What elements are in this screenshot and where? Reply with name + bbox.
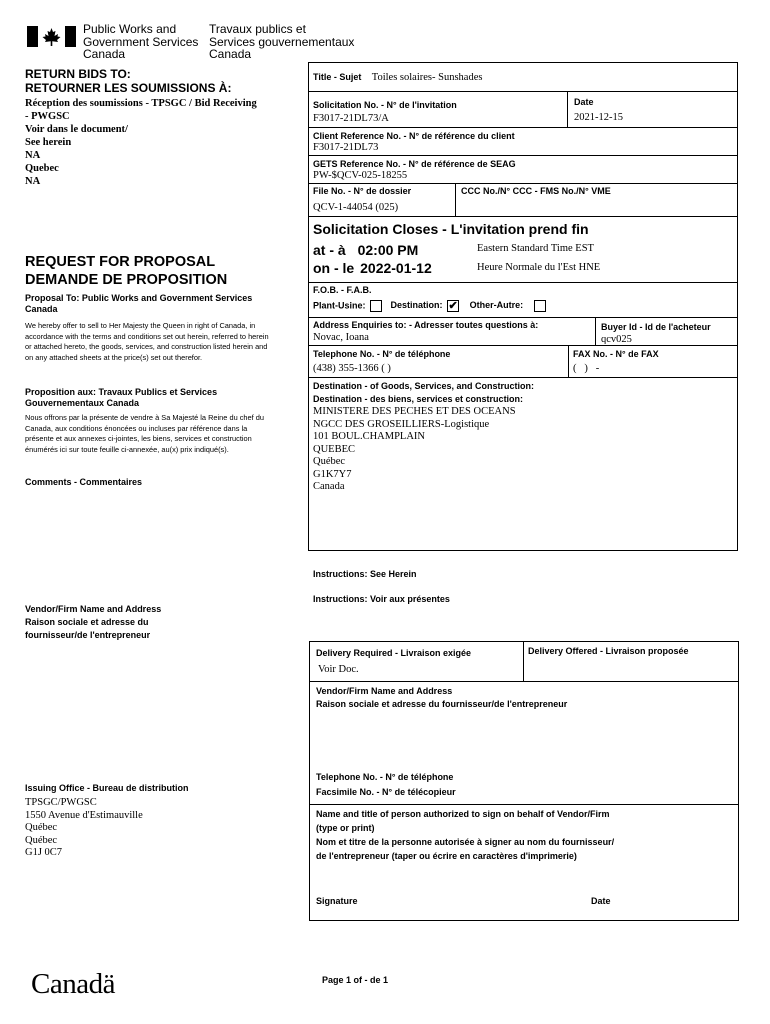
gets-ref-label: GETS Reference No. - N° de référence de SEAG	[313, 159, 516, 169]
vendor-response-box	[309, 641, 739, 921]
destination-address: MINISTERE DES PECHES ET DES OCEANS NGCC DES GROSEILLIERS-Logistique 101 BOUL.CHAMPLAIN QUEBEC Québec G1K7Y7 Canada	[313, 406, 516, 492]
file-no-value: QCV-1-44054 (025)	[313, 202, 399, 213]
solicitation-closes-label: Solicitation Closes - L'invitation prend fin	[313, 221, 589, 237]
instructions-en: Instructions: See Herein	[313, 569, 417, 579]
fax-value: ( ) -	[573, 363, 600, 374]
comments-label: Comments - Commentaires	[25, 477, 143, 487]
address-enquiries-value: Novac, Ioana	[313, 332, 369, 343]
vendor-facsimile-label: Facsimile No. - N° de télécopieur	[316, 787, 456, 797]
title-label: Title - Sujet	[313, 72, 362, 82]
date-label: Date	[574, 97, 594, 107]
rfp-title-fr: DEMANDE DE PROPOSITION	[25, 272, 228, 288]
return-bids-address: Réception des soumissions - TPSGC / Bid Receiving - PWGSC Voir dans le document/ See herein NA Quebec NA	[25, 98, 257, 187]
authorized-person-label: Name and title of person authorized to sign on behalf of Vendor/Firm (type or print) Nom et titre de la personne autorisée à signer au nom du fournisseur/ de l'entrepreneur (taper ou écrire en caractères d'imprimerie)	[316, 809, 615, 861]
solicitation-info-box	[308, 62, 738, 551]
rfp-title-en: REQUEST FOR PROPOSAL	[25, 254, 216, 270]
delivery-required-value: Voir Doc.	[318, 664, 359, 675]
buyer-id-value: qcv025	[601, 334, 632, 344]
plant-label: Plant-Usine:	[313, 300, 366, 311]
buyer-id-label: Buyer Id - Id de l'acheteur	[601, 322, 711, 332]
solicitation-label: Solicitation No. - N° de l'invitation	[313, 100, 457, 110]
proposition-aux: Proposition aux: Travaux Publics et Services Gouvernementaux Canada	[25, 387, 218, 408]
department-name-fr: Travaux publics et Services gouvernementaux Canada	[209, 22, 355, 61]
closing-time-value: 02:00 PM	[357, 242, 419, 258]
date-value: 2021-12-15	[574, 112, 623, 123]
other-checkbox[interactable]	[534, 300, 546, 312]
destination-goods-label-fr: Destination - des biens, services et construction:	[313, 394, 524, 404]
file-no-label: File No. - N° de dossier	[313, 186, 412, 196]
vendor-firm-label-en: Vendor/Firm Name and Address	[316, 686, 453, 696]
address-enquiries-label: Address Enquiries to: - Adresser toutes questions à:	[313, 320, 539, 330]
title-row	[313, 67, 482, 85]
delivery-offered-label: Delivery Offered - Livraison proposée	[528, 646, 689, 656]
instructions-fr: Instructions: Voir aux présentes	[313, 594, 450, 604]
department-name-en: Public Works and Government Services Canada	[83, 22, 199, 61]
closing-date-row	[313, 260, 432, 276]
at-label: at - à	[313, 242, 346, 258]
delivery-required-label: Delivery Required - Livraison exigée	[316, 648, 472, 658]
return-bids-title-fr: RETOURNER LES SOUMISSIONS À:	[25, 81, 232, 95]
solicitation-value: F3017-21DL73/A	[313, 113, 389, 124]
destination-checkbox[interactable]: ✔	[448, 300, 458, 312]
page-number: Page 1 of - de 1	[322, 975, 389, 985]
timezone-fr: Heure Normale du l'Est HNE	[477, 262, 601, 273]
on-label: on - le	[313, 260, 355, 276]
closing-date-value: 2022-01-12	[360, 260, 432, 276]
closing-time-row	[313, 242, 418, 258]
timezone-en: Eastern Standard Time EST	[477, 243, 594, 254]
vendor-telephone-label: Telephone No. - N° de téléphone	[316, 772, 454, 782]
vendor-firm-label-fr: Raison sociale et adresse du fournisseur/de l'entrepreneur	[316, 699, 568, 709]
signature-date-label: Date	[591, 896, 611, 906]
telephone-label: Telephone No. - N° de téléphone	[313, 349, 451, 359]
client-ref-value: F3017-21DL73	[313, 142, 379, 153]
client-ref-label: Client Reference No. - N° de référence du client	[313, 131, 515, 141]
signature-label: Signature	[316, 896, 358, 906]
offer-text-fr: Nous offrons par la présente de vendre à Sa Majesté la Reine du chef du Canada, aux conditions énoncées ou incluses par référence dans la présente et aux annexes ci-jointes, les biens, services et construction énumérés ici sur toute feuille ci-annexée, au(x) prix indiqué(s).	[25, 413, 264, 454]
other-label: Other-Autre:	[469, 300, 524, 311]
destination-goods-label-en: Destination - of Goods, Services, and Construction:	[313, 381, 535, 391]
proposal-to: Proposal To: Public Works and Government Services Canada	[25, 293, 253, 314]
vendor-firm-label-left: Vendor/Firm Name and Address Raison sociale et adresse du fournisseur/de l'entrepreneur	[25, 604, 162, 640]
fob-options	[313, 300, 546, 312]
plant-checkbox[interactable]	[370, 300, 382, 312]
telephone-value: (438) 355-1366 ( )	[313, 363, 391, 374]
destination-label: Destination:	[390, 300, 443, 311]
return-bids-title-en: RETURN BIDS TO:	[25, 67, 131, 81]
issuing-office-label: Issuing Office - Bureau de distribution	[25, 783, 189, 793]
canada-wordmark: Canadä	[31, 968, 115, 1000]
fax-label: FAX No. - N° de FAX	[573, 349, 659, 359]
ccc-no-label: CCC No./N° CCC - FMS No./N° VME	[461, 186, 611, 196]
gets-ref-value: PW-$QCV-025-18255	[313, 170, 408, 181]
offer-text-en: We hereby offer to sell to Her Majesty the Queen in right of Canada, in accordance with the terms and conditions set out herein, referred to herein or attached hereto, the goods, services, and construction listed herein and on any attached sheets at the price(s) set out therefor.	[25, 321, 269, 362]
fob-label: F.O.B. - F.A.B.	[313, 285, 372, 295]
canada-flag-icon	[27, 26, 76, 47]
issuing-office-address: TPSGC/PWGSC 1550 Avenue d'Estimauville Québec Québec G1J 0C7	[25, 797, 143, 858]
title-value: Toiles solaires- Sunshades	[371, 72, 483, 83]
